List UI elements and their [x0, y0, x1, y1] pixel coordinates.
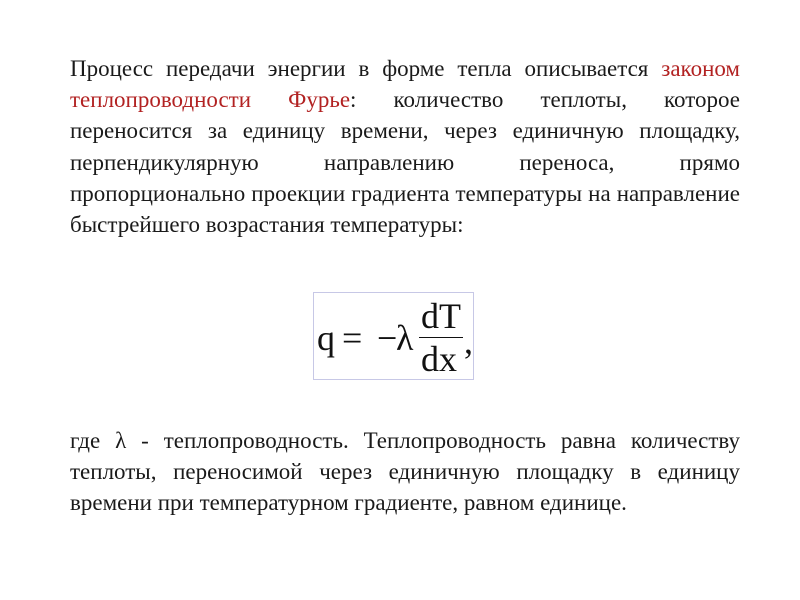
intro-text-start: Процесс передачи энергии в форме тепла описывается: [70, 56, 662, 81]
formula-lambda: λ: [396, 318, 414, 358]
definition-paragraph: где λ - теплопроводность. Теплопроводность равна количеству теплоты, переносимой через единичную площадку в единицу времени при температурном градиенте, равном единице.: [70, 428, 740, 516]
formula-comma: ,: [464, 321, 473, 361]
formula-minus: −: [377, 318, 398, 358]
intro-text-end: : количество теплоты, которое переносится за единицу времени, через единичную площадку, перпендикулярную направлению переноса, прямо пропорционально проекции градиента температуры на направление быстрейшего возрастания температуры:: [70, 87, 740, 238]
formula-heat-flux: q: [317, 318, 335, 358]
fraction-bar: [419, 337, 463, 338]
formula-numerator: dT: [421, 296, 461, 336]
fourier-formula: [314, 293, 475, 381]
formula-denominator: dx: [421, 339, 457, 379]
intro-paragraph: [70, 53, 740, 240]
formula-box: [313, 292, 474, 380]
fourier-law-term: законом теплопроводности Фурье: [70, 56, 740, 113]
formula-equals: =: [342, 318, 363, 358]
